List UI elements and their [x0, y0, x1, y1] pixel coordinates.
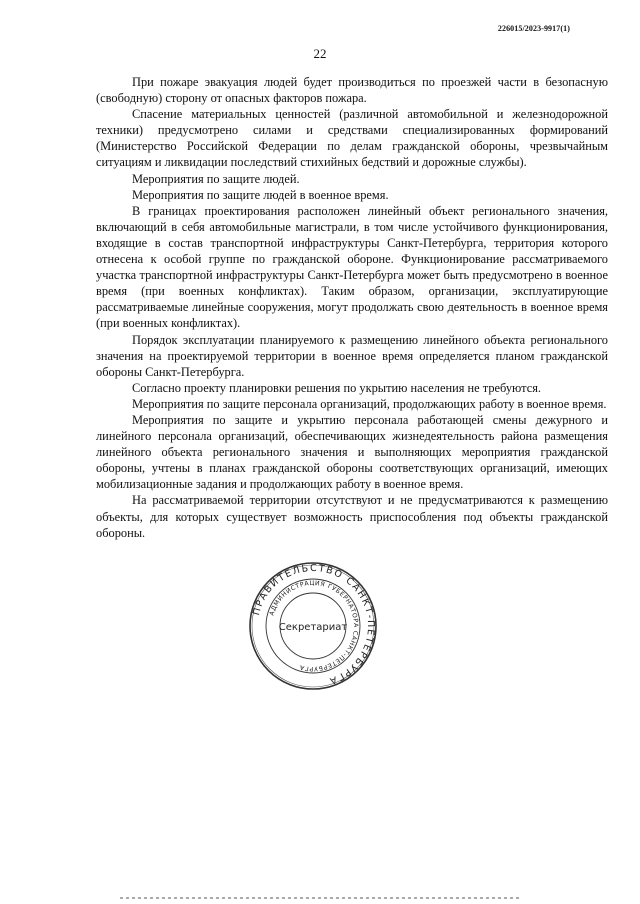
document-registration-number: 226015/2023-9917(1) [497, 24, 570, 33]
paragraph-operation-order: Порядок эксплуатации планируемого к размещению линейного объекта регионального значения на проектируемой территории в военное время определяется планом гражданской обороны Санкт-Петербурга. [96, 332, 608, 379]
paragraph-linear-object: В границах проектирования расположен линейный объект регионального значения, включающий в себя автомобильные магистрали, в том числе устойчивого функционирования, входящие в состав транспортной инфраструктуры Санкт-Петербурга, территория которого отнесена к особой группе по гражданской обороне. Функционирование рассматриваемого участка транспортной инфраструктуры Санкт-Петербурга может быть предусмотрено в военное время (при военных конфликтах). Таким образом, организации, эксплуатирующие рассматриваемые линейные сооружения, могут продолжать свою деятельность в военное время (при военных конфликтах). [96, 203, 608, 331]
paragraph-protection-heading: Мероприятия по защите людей. [132, 171, 300, 186]
document-body [96, 74, 608, 541]
seal-inner-text: АДМИНИСТРАЦИЯ ГУБЕРНАТОРА САНКТ-ПЕТЕРБУРГА [268, 579, 360, 673]
paragraph-evacuation: При пожаре эвакуация людей будет производиться по проезжей части в безопасную (свободную) сторону от опасных факторов пожара. [96, 75, 608, 106]
page-number: 22 [313, 46, 327, 61]
official-seal [247, 560, 379, 692]
seal-center-text: Секретариат [278, 622, 348, 633]
paragraph-personnel-protection: Мероприятия по защите и укрытию персонала работающей смены дежурного и линейного персонала организаций, обеспечивающих жизнедеятельность района размещения линейного объекта регионального значения и выполняющих мероприятия гражданской обороны, учтены в планах гражданской обороны соответствующих организаций, имеющих мобилизационные задания и продолжающих работу в военное время. [96, 412, 608, 492]
paragraph-territory: На рассматриваемой территории отсутствуют и не предусматриваются к размещению объекты, для которых существует возможность приспособления под объекты гражданской обороны. [96, 493, 608, 540]
paragraph-personnel-heading: Мероприятия по защите персонала организаций, продолжающих работу в военное время. [132, 396, 607, 411]
paragraph-shelter: Согласно проекту планировки решения по укрытию населения не требуются. [132, 380, 542, 395]
paragraph-wartime-heading: Мероприятия по защите людей в военное время. [132, 187, 389, 202]
scan-bottom-edge [120, 897, 520, 899]
paragraph-material-rescue: Спасение материальных ценностей (различной автомобильной и железнодорожной техники) предусмотрено силами и средствами специализированных формирований (Министерство Российской Федерации по делам гражданской обороны, чрезвычайным ситуациям и ликвидации последствий стихийных бедствий и дорожные службы). [96, 107, 608, 170]
seal-outer-text: ПРАВИТЕЛЬСТВО САНКТ-ПЕТЕРБУРГА [251, 562, 377, 687]
